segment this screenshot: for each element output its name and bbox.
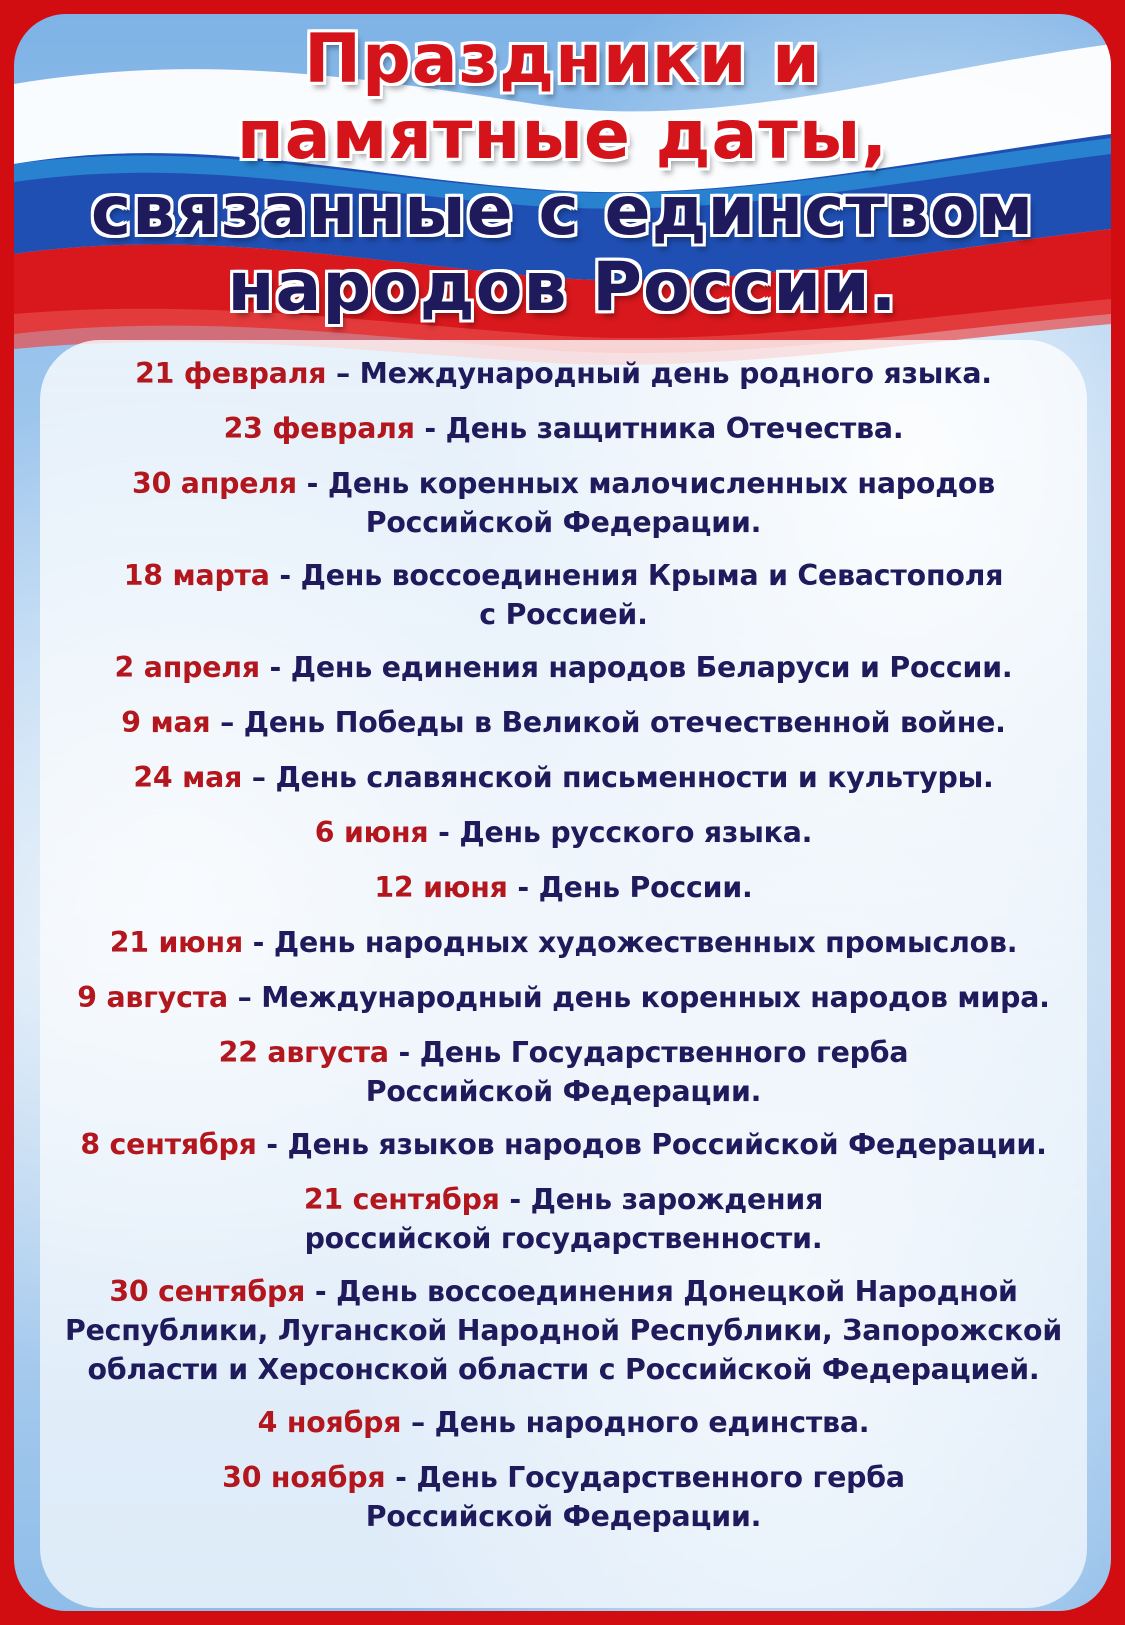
item-text-line-2: российской государственности. (304, 1222, 823, 1255)
item-date: 6 июня (314, 816, 429, 849)
item-date: 2 апреля (114, 651, 260, 684)
list-item (48, 556, 1079, 634)
item-text-line-2: Российской Федерации. (365, 506, 762, 539)
item-text: - День России. (507, 871, 753, 904)
item-text: - День Государственного герба (385, 1461, 905, 1494)
item-text: – День славянской письменности и культуры. (242, 761, 994, 794)
list-item (48, 648, 1079, 687)
list-item (48, 1458, 1079, 1536)
item-text: - День зарождения (499, 1183, 824, 1216)
poster-title (14, 22, 1111, 326)
item-text: – День Победы в Великой отечественной войне. (210, 706, 1006, 739)
item-date: 21 июня (109, 926, 243, 959)
item-text: - День воссоединения Крыма и Севастополя (269, 559, 1004, 592)
item-date: 30 ноября (222, 1461, 386, 1494)
item-text-line-2: Республики, Луганской Народной Республики, Запорожской (64, 1314, 1063, 1347)
list-item (48, 464, 1079, 542)
item-text-line-2: Российской Федерации. (365, 1500, 762, 1533)
list-item (48, 1403, 1079, 1442)
item-date: 30 сентября (109, 1275, 306, 1308)
list-item (48, 978, 1079, 1017)
list-item (48, 923, 1079, 962)
dates-list (40, 340, 1087, 1536)
item-text: - День языков народов Российской Федерации. (256, 1128, 1047, 1161)
item-text: – День народного единства. (401, 1406, 870, 1439)
item-date: 8 сентября (80, 1128, 257, 1161)
item-text: - День Государственного герба (388, 1036, 909, 1069)
title-line-3: связанные с единством (90, 172, 1035, 251)
item-text: - День русского языка. (428, 816, 813, 849)
item-date: 21 сентября (303, 1183, 500, 1216)
list-item (48, 1125, 1079, 1164)
item-text: - День защитника Отечества. (414, 412, 904, 445)
item-date: 24 мая (133, 761, 243, 794)
item-date: 21 февраля (135, 357, 327, 390)
poster-background (14, 14, 1111, 1611)
item-text-line-3: области и Херсонской области с Российской Федерацией. (87, 1353, 1040, 1386)
list-item (48, 758, 1079, 797)
list-item (48, 354, 1079, 393)
list-item (48, 703, 1079, 742)
list-item (48, 813, 1079, 852)
item-text: – Международный день родного языка. (326, 357, 992, 390)
item-text: – Международный день коренных народов мира. (227, 981, 1050, 1014)
item-text: - День воссоединения Донецкой Народной (305, 1275, 1018, 1308)
title-line-1: Праздники и (304, 20, 821, 99)
list-item (48, 1272, 1079, 1389)
item-text-line-2: Российской Федерации. (365, 1075, 762, 1108)
item-date: 9 августа (77, 981, 228, 1014)
item-text: - День коренных малочисленных народов (296, 467, 995, 500)
item-text: - День единения народов Беларуси и России. (259, 651, 1013, 684)
item-date: 9 мая (121, 706, 211, 739)
item-text-line-2: с Россией. (479, 598, 648, 631)
item-date: 23 февраля (223, 412, 415, 445)
list-item (48, 868, 1079, 907)
list-item (48, 409, 1079, 448)
title-line-2: памятные даты, (236, 96, 889, 175)
title-line-4: народов России. (227, 248, 898, 327)
dates-panel (40, 340, 1087, 1608)
item-date: 22 августа (218, 1036, 389, 1069)
item-date: 30 апреля (132, 467, 297, 500)
list-item (48, 1033, 1079, 1111)
item-text: - День народных художественных промыслов. (242, 926, 1018, 959)
list-item (48, 1180, 1079, 1258)
item-date: 4 ноября (257, 1406, 402, 1439)
item-date: 12 июня (374, 871, 508, 904)
item-date: 18 марта (123, 559, 270, 592)
